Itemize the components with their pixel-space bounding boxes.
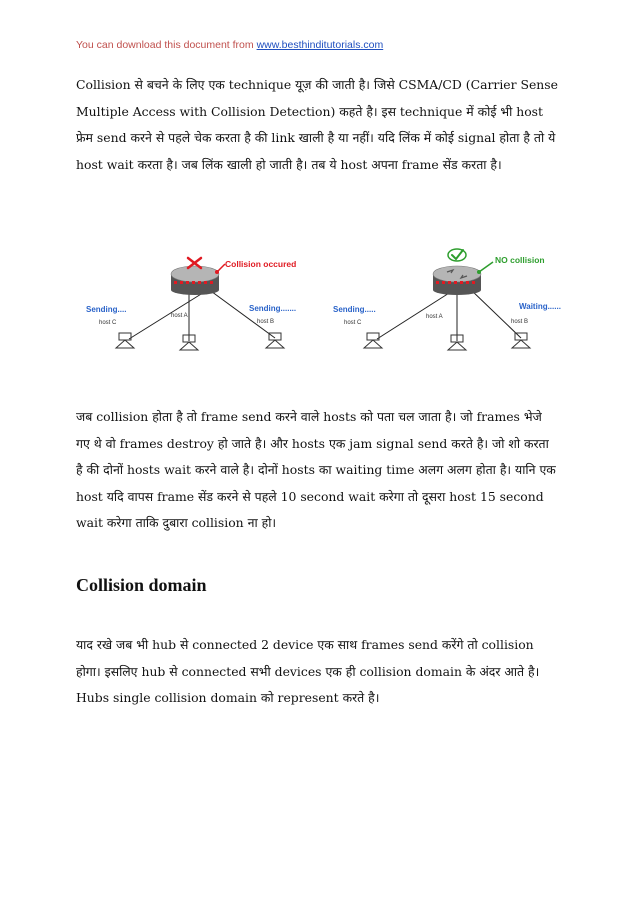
check-circle-icon xyxy=(448,249,466,261)
collision-diagram xyxy=(79,244,579,354)
sending-label-b: Sending....... xyxy=(249,304,297,313)
waiting-label: Waiting...... xyxy=(519,302,561,311)
sending-label-c-right: Sending..... xyxy=(333,305,376,314)
host-c-label-right: host C xyxy=(344,320,362,326)
host-b-label: host B xyxy=(257,319,275,325)
hub-icon xyxy=(171,266,219,295)
link-host-b-right xyxy=(469,288,521,338)
link-host-c-right xyxy=(377,288,457,339)
collision-occured-label: Collision occured xyxy=(225,259,297,269)
host-b-label-right: host B xyxy=(511,319,529,325)
header-text: You can download this document from xyxy=(76,39,257,51)
host-c-icon-right xyxy=(364,333,382,348)
host-c-icon xyxy=(116,333,134,348)
sending-label-c: Sending.... xyxy=(86,305,127,314)
collision-domain-paragraph: याद रखे जब भी hub से connected 2 device एक साथ frames send करेंगे तो collision होगा। इसलिए hub से connected सभी devices एक ही collision domain के अंदर आते है। Hubs single collision domain को represent करते है। xyxy=(76,637,540,705)
host-a-label: host A xyxy=(171,313,188,319)
website-link[interactable]: www.besthinditutorials.com xyxy=(256,39,384,51)
host-b-icon xyxy=(266,333,284,348)
hub-icon-right xyxy=(433,266,481,295)
host-b-icon-right xyxy=(512,333,530,348)
host-c-label: host C xyxy=(99,320,117,326)
right-network xyxy=(333,249,561,350)
no-collision-label: NO collision xyxy=(495,255,545,265)
left-network xyxy=(86,258,296,350)
download-header xyxy=(76,39,383,51)
no-collision-pointer xyxy=(479,262,493,272)
collision-dot xyxy=(215,270,219,274)
explanation-paragraph: जब collision होता है तो frame send करने वाले hosts को पता चल जाता है। जो frames भेजे गए थे वो frames destroy हो जाते है। और hosts एक jam signal send करते है। जो शो करता है की दोनों hosts wait करने वाले है। दोनों hosts का waiting time अलग अलग होता है। यानि एक host यदि वापस frame सेंड करने से पहले 10 second wait करेगा तो दूसरा host 15 second wait करेगा ताकि दुबारा collision ना हो। xyxy=(76,409,556,530)
section-heading: Collision domain xyxy=(76,575,207,595)
intro-paragraph: Collision से बचने के लिए एक technique यूज़ की जाती है। जिसे CSMA/CD (Carrier Sense Multiple Access with Collision Detection) कहते है। इस technique में कोई भी host फ्रेम send करने से पहले चेक करता है की link खाली है या नहीं। यदि लिंक में कोई signal होता है तो ये host wait करता है। जब लिंक खाली हो जाती है। तब ये host अपना frame सेंड करता है। xyxy=(76,77,558,172)
host-a-label-right: host A xyxy=(426,314,443,320)
no-collision-dot xyxy=(477,270,481,274)
